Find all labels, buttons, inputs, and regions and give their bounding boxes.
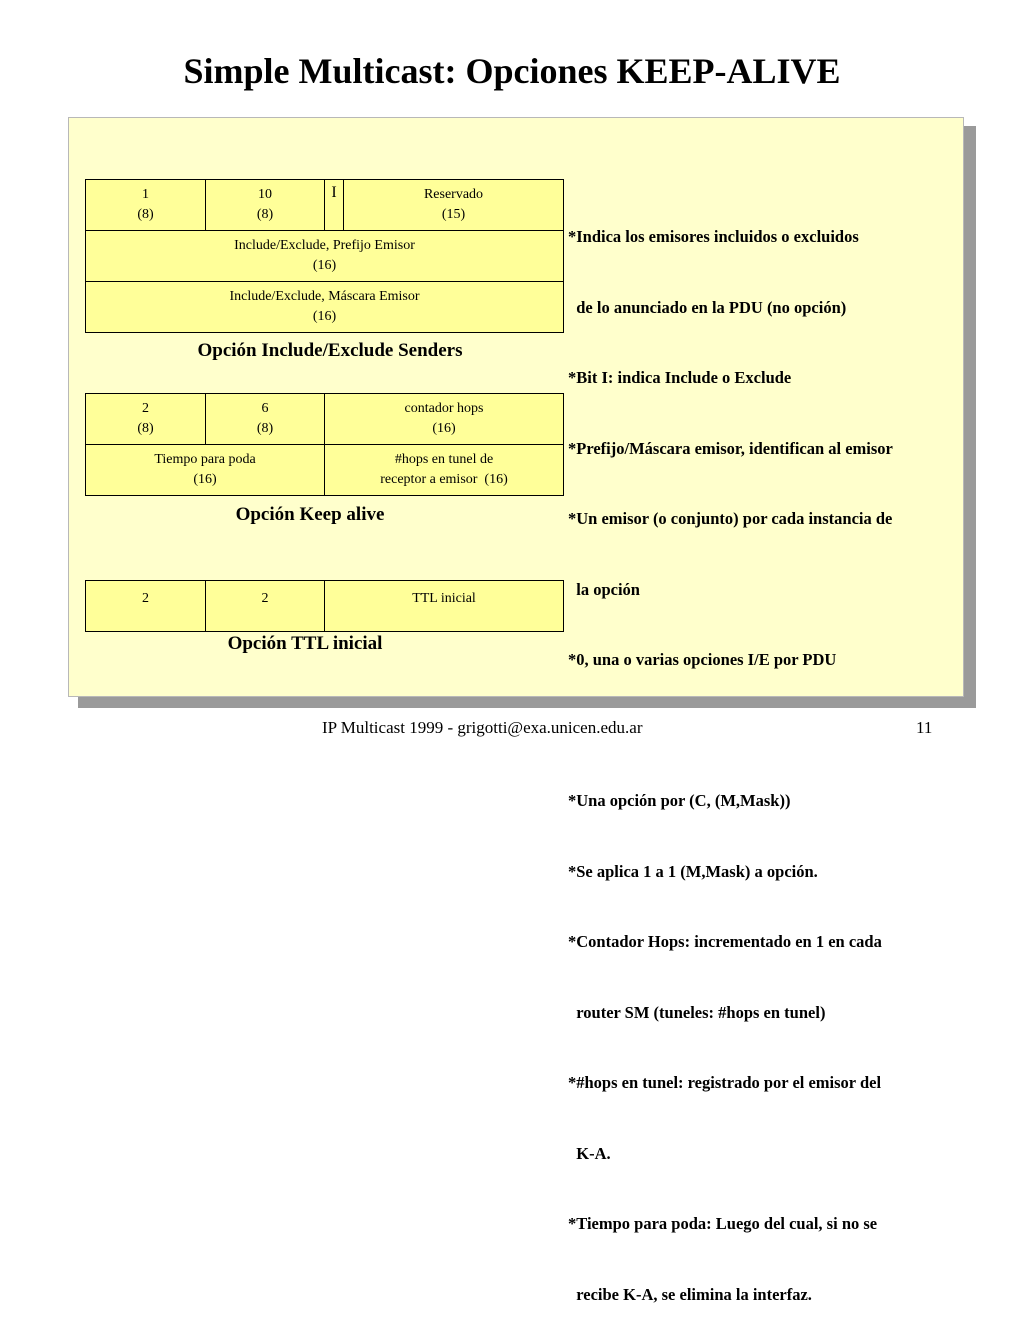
field-i-bit: I: [324, 179, 344, 231]
note-line: *Un emisor (o conjunto) por cada instancia de: [568, 509, 893, 528]
note-line: *Prefijo/Máscara emisor, identifican al emisor: [568, 438, 893, 458]
note-line: recibe K-A, se elimina la interfaz.: [568, 1284, 812, 1304]
caption-initial-ttl: Opción TTL inicial: [227, 633, 383, 654]
slide-title: Simple Multicast: Opciones KEEP-ALIVE: [183, 51, 841, 91]
field-length: 6 (8): [205, 393, 325, 445]
note-line: *Indica los emisores incluidos o excluidos: [568, 227, 859, 246]
field-reserved: Reservado (15): [343, 179, 564, 231]
caption-include-exclude: Opción Include/Exclude Senders: [197, 340, 463, 361]
note-line: *Bit I: indica Include o Exclude: [568, 368, 792, 387]
field-initial-ttl: TTL inicial: [324, 580, 564, 632]
page-number: 11: [916, 718, 933, 737]
note-line: *0, una o varias opciones I/E por PDU: [568, 650, 837, 669]
note-line: router SM (tuneles: #hops en tunel): [568, 1002, 826, 1022]
footer-text: IP Multicast 1999 - grigotti@exa.unicen.edu.ar: [322, 718, 643, 737]
field-type: 2 (8): [85, 393, 206, 445]
field-prune-time: Tiempo para poda (16): [85, 444, 325, 496]
note-line: *Se aplica 1 a 1 (M,Mask) a opción.: [568, 861, 818, 881]
note-line: K-A.: [568, 1143, 611, 1163]
note-line: la opción: [568, 579, 640, 599]
note-line: de lo anunciado en la PDU (no opción): [568, 297, 847, 317]
field-sender-prefix: Include/Exclude, Prefijo Emisor (16): [85, 230, 564, 282]
note-line: *Tiempo para poda: Luego del cual, si no se: [568, 1214, 878, 1233]
note-line: *#hops en tunel: registrado por el emisor del: [568, 1073, 882, 1092]
field-sender-mask: Include/Exclude, Máscara Emisor (16): [85, 281, 564, 333]
field-tunnel-hops: #hops en tunel de receptor a emisor (16): [324, 444, 564, 496]
field-length: 2: [205, 580, 325, 632]
field-length: 10 (8): [205, 179, 325, 231]
field-type: 1 (8): [85, 179, 206, 231]
caption-keep-alive: Opción Keep alive: [235, 504, 385, 525]
field-type: 2: [85, 580, 206, 632]
field-hop-counter: contador hops (16): [324, 393, 564, 445]
note-line: *Una opción por (C, (M,Mask)): [568, 791, 791, 810]
notes-list: [568, 178, 964, 1330]
note-line: *Contador Hops: incrementado en 1 en cada: [568, 932, 882, 951]
